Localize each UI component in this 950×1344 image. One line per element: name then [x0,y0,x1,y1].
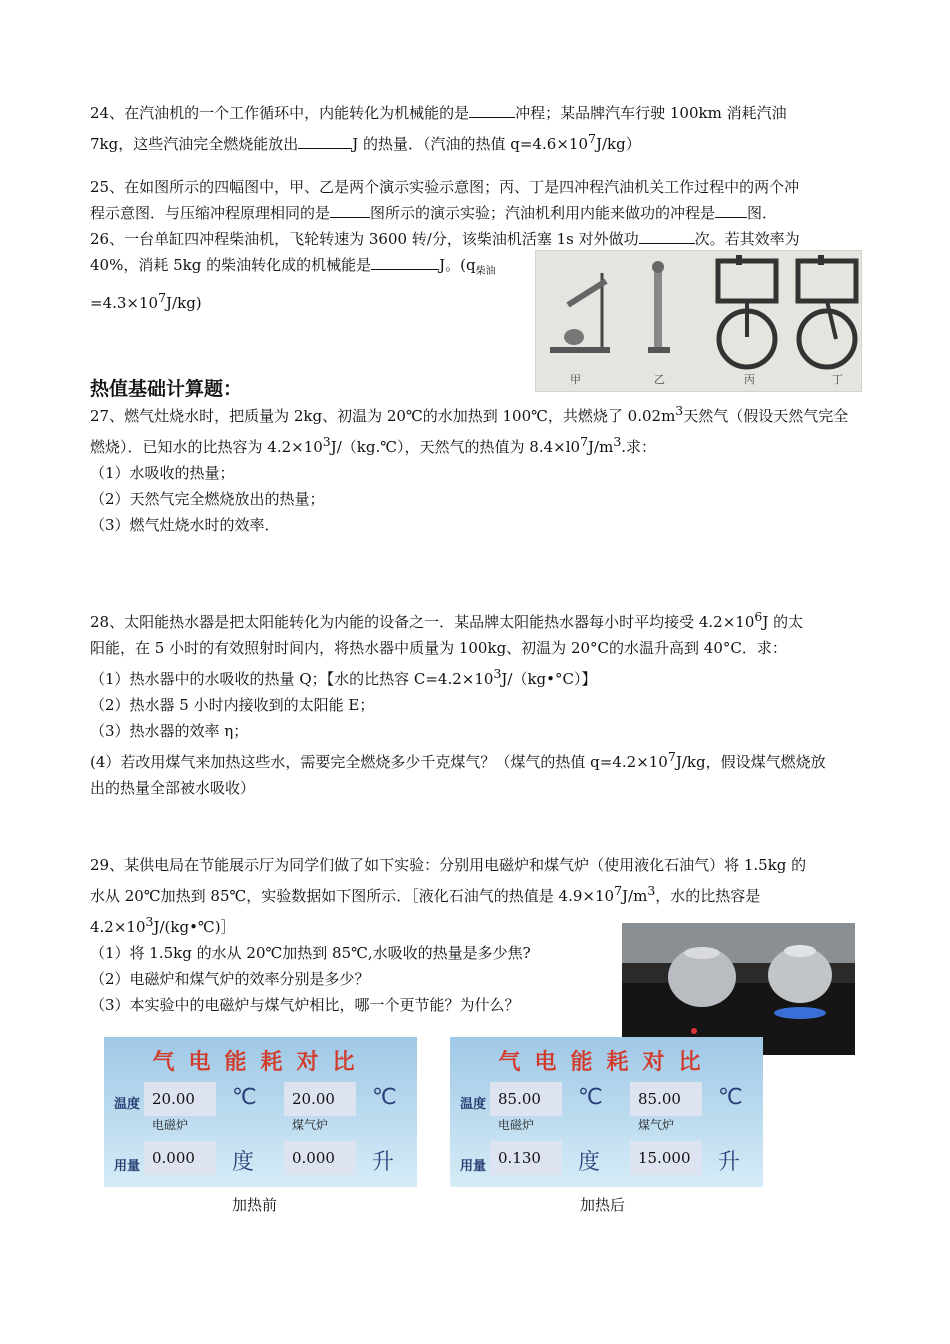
gas-temp-value: 20.00 [284,1082,356,1116]
q28-text: J/（kg•°C）】 [501,670,597,688]
q25-text: 程示意图．与压缩冲程原理相同的是 [90,204,331,222]
superscript: 7 [158,290,167,305]
blank [469,101,515,118]
q27-text: .求： [621,438,657,456]
gas-usage-value: 0.000 [284,1141,356,1175]
q27-subquestion-1: （1）水吸收的热量； [90,464,235,482]
superscript: 3 [493,666,502,681]
q26-text: 26、一台单缸四冲程柴油机，飞轮转速为 3600 转/分，该柴油机活塞 1s 对外做功 [90,230,639,248]
induction-usage-value: 0.000 [144,1141,216,1175]
q27 [90,398,860,538]
q29-text: J/m [622,887,648,905]
panel-title: 气电能耗对比 [498,1050,715,1075]
usage-label: 用量 [114,1159,141,1174]
figure-label-c: 丙 [744,373,755,386]
figure-label-d: 丁 [832,373,843,386]
superscript: 6 [754,609,763,624]
induction-temp-value: 85.00 [490,1082,562,1116]
temp-unit: ℃ [372,1085,397,1110]
q27-subquestion-3: （3）燃气灶烧水时的效率． [90,516,280,534]
caption-after: 加热后 [580,1196,626,1214]
q24-text: J/kg） [595,135,641,153]
superscript: 7 [580,434,589,449]
energy-panel-before [104,1037,417,1187]
temp-unit: ℃ [718,1085,743,1110]
induction-label: 电磁炉 [498,1118,535,1132]
stove-photo [622,923,855,1055]
q26-text: 40%，消耗 5kg 的柴油转化成的机械能是 [90,256,372,274]
q27-text: J/（kg.℃），天然气的热值为 8.4×l0 [330,438,581,456]
engine-diagram-figure [535,250,862,392]
caption-before: 加热前 [232,1196,278,1214]
q24-text: 冲程；某品牌汽车行驶 100km 消耗汽油 [515,104,787,122]
q29-subquestion-1: （1）将 1.5kg 的水从 20℃加热到 85℃,水吸收的热量是多少焦? [90,944,531,962]
section-title: 热值基础计算题： [90,378,243,400]
q28-subquestion-1: （1）热水器中的水吸收的热量 Q；【水的比热容 C=4.2×10 [90,670,494,688]
superscript: 3 [145,914,154,929]
q28-subquestion-3: （3）热水器的效率 η； [90,722,249,740]
kwh-unit: 度 [578,1150,601,1175]
blank [371,253,439,270]
q26-text: =4.3×10 [90,294,159,312]
q28 [90,604,860,801]
temp-label: 温度 [460,1097,487,1112]
q28-subquestion-4: (4）若改用煤气来加热这些水，需要完全燃烧多少千克煤气？（煤气的热值 q=4.2×10 [90,753,668,771]
q29-text: 水从 20℃加热到 85℃，实验数据如下图所示．［液化石油气的热值是 4.9×10 [90,887,615,905]
temp-unit: ℃ [578,1085,603,1110]
figure-label-a: 甲 [570,373,581,386]
q27-text: 天然气（假设天然气完全 [683,407,849,425]
gas-temp-value: 85.00 [630,1082,702,1116]
q27-text: 27、燃气灶烧水时，把质量为 2kg、初温为 20℃的水加热到 100℃，共燃烧了 0.02m [90,407,676,425]
blank [639,227,695,244]
q27-subquestion-2: （2）天然气完全燃烧放出的热量； [90,490,325,508]
q28-subquestion-2: （2）热水器 5 小时内接收到的太阳能 E； [90,696,375,714]
figure-label-b: 乙 [654,373,665,386]
induction-usage-value: 0.130 [490,1141,562,1175]
subscript: 柴油 [475,266,496,277]
q24 [90,100,860,157]
superscript: 7 [614,883,623,898]
q28-text: 阳能，在 5 小时的有效照射时间内，将热水器中质量为 100kg、初温为 20°C的水温升高到 40°C．求： [90,639,787,657]
q29-text: ，水的比热容是 [655,887,761,905]
q28-text: 出的热量全部被水吸收） [90,779,256,797]
q28-text: J 的太 [762,613,804,631]
q27-text: 燃烧）．已知水的比热容为 4.2×10 [90,438,323,456]
q25-text: 图． [747,204,778,222]
q29-text: 29、某供电局在节能展示厅为同学们做了如下实验：分别用电磁炉和煤气炉（使用液化石油气）将 1.5kg 的 [90,856,807,874]
usage-label: 用量 [460,1159,487,1174]
q26-text: J/kg) [166,294,202,312]
liter-unit: 升 [718,1150,741,1175]
blank [715,201,747,218]
q25 [90,174,860,226]
superscript: 7 [667,749,676,764]
temp-unit: ℃ [232,1085,257,1110]
blank [330,201,370,218]
q26-text: J。(q [439,256,476,274]
q29-text: 4.2×10 [90,918,146,936]
kwh-unit: 度 [232,1150,255,1175]
engine-diagram-drawing [536,251,861,391]
q27-text: J/m [588,438,614,456]
q24-text: 24、在汽油机的一个工作循环中，内能转化为机械能的是 [90,104,470,122]
q28-text: 28、太阳能热水器是把太阳能转化为内能的设备之一．某品牌太阳能热水器每小时平均接受 4.2×10 [90,613,755,631]
panel-title: 气电能耗对比 [152,1050,369,1075]
superscript: 3 [647,883,656,898]
induction-label: 电磁炉 [152,1118,189,1132]
gas-label: 煤气炉 [638,1118,675,1132]
superscript: 3 [675,403,684,418]
blank [298,132,352,149]
q24-text: 7kg，这些汽油完全燃烧能放出 [90,135,299,153]
superscript: 3 [613,434,622,449]
temp-label: 温度 [114,1097,141,1112]
liter-unit: 升 [372,1150,395,1175]
gas-usage-value: 15.000 [630,1141,702,1175]
q25-text: 25、在如图所示的四幅图中，甲、乙是两个演示实验示意图；丙、丁是四冲程汽油机关工作过程中的两个冲 [90,178,800,196]
induction-temp-value: 20.00 [144,1082,216,1116]
q26-text: 次。若其效率为 [694,230,800,248]
q25-text: 图所示的演示实验；汽油机利用内能来做功的冲程是 [370,204,716,222]
superscript: 7 [587,131,596,146]
gas-label: 煤气炉 [292,1118,329,1132]
q29-text: J/(kg•℃)］ [153,918,236,936]
q29-subquestion-3: （3）本实验中的电磁炉与煤气炉相比，哪一个更节能？为什么？ [90,996,520,1014]
superscript: 3 [322,434,331,449]
q24-text: J 的热量．（汽油的热值 q=4.6×10 [352,135,588,153]
q28-text: J/kg，假设煤气燃烧放 [675,753,826,771]
q29-subquestion-2: （2）电磁炉和煤气炉的效率分别是多少？ [90,970,370,988]
stove-photo-drawing [622,923,855,1055]
energy-panel-after [450,1037,763,1187]
